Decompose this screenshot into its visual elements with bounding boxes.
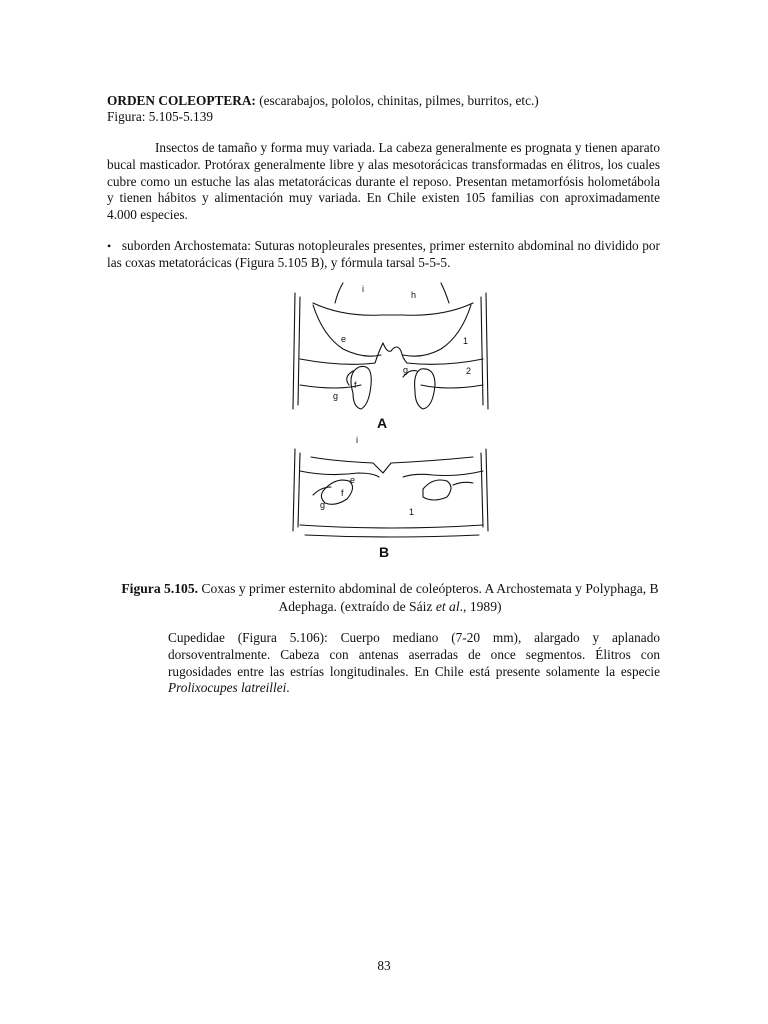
bullet-icon: • — [107, 239, 112, 253]
panel-a-title: A — [377, 415, 388, 431]
panel-b-title: B — [379, 544, 390, 560]
panel-a-label-h: h — [411, 290, 417, 300]
species-name: Prolixocupes latreillei — [168, 680, 287, 696]
caption-label: Figura 5.105. — [121, 581, 199, 596]
panel-b-label-f: f — [341, 488, 344, 498]
cupedidae-paragraph — [168, 630, 660, 697]
caption-italic: et al — [435, 599, 460, 614]
panel-a-label-2: 2 — [466, 366, 472, 376]
bullet-text: suborden Archostemata: Suturas notopleurales presentes, primer esternito abdominal no dividido por las coxas metatorácicas (Figura 5.105 B), y fórmula tarsal 5-5-5. — [107, 238, 660, 270]
order-heading — [107, 92, 667, 109]
intro-paragraph: Insectos de tamaño y forma muy variada. La cabeza generalmente es prognata y tienen aparato bucal masticador. Protórax generalmente libre y alas mesotorácicas transformadas en élitros, los cuales cubre como un estuche las alas metatorácicas durante el reposo. Presentan metamorfósis holometábola y tienen hábitos y alimentación muy variada. En Chile existen 105 familias con aproximadamente 4.000 especies. — [107, 140, 660, 223]
panel-a-label-g2: g — [403, 365, 409, 375]
figure-reference: Figura: 5.105-5.139 — [107, 109, 213, 124]
panel-b-label-1: 1 — [409, 507, 415, 517]
figure-caption — [120, 580, 660, 616]
panel-a-label-1: 1 — [463, 336, 469, 346]
panel-a-drawing — [293, 283, 488, 409]
order-common-names: (escarabajos, pololos, chinitas, pilmes, burritos, etc.) — [255, 93, 539, 108]
panel-b-label-g: g — [320, 500, 326, 510]
order-title: ORDEN COLEOPTERA: — [107, 93, 256, 108]
caption-text-end: ., 1989) — [459, 599, 502, 614]
caption-text: Coxas y primer esternito abdominal de coleópteros. A Archostemata y Polyphaga, B Adephaga. (extraído de Sáiz — [198, 581, 659, 614]
page-number: 83 — [377, 958, 391, 973]
panel-b-label-e: e — [350, 475, 356, 485]
panel-a-label-f: f — [354, 380, 357, 390]
cupedidae-end: . — [286, 680, 290, 696]
panel-b-label-i: i — [356, 435, 358, 445]
suborder-bullet — [107, 238, 660, 272]
panel-a-label-i: i — [362, 284, 364, 294]
panel-a-label-e: e — [341, 334, 347, 344]
panel-a-label-g: g — [333, 391, 339, 401]
cupedidae-text: Cupedidae (Figura 5.106): Cuerpo mediano (7-20 mm), alargado y aplanado dorsoventralmente. Cabeza con antenas aserradas de once segmentos. Élitros con rugosidades entre las estrías longitudinales. En Chile está presente solamente la especie — [168, 630, 660, 679]
coxae-figure — [283, 281, 501, 563]
panel-b-drawing — [293, 449, 488, 537]
